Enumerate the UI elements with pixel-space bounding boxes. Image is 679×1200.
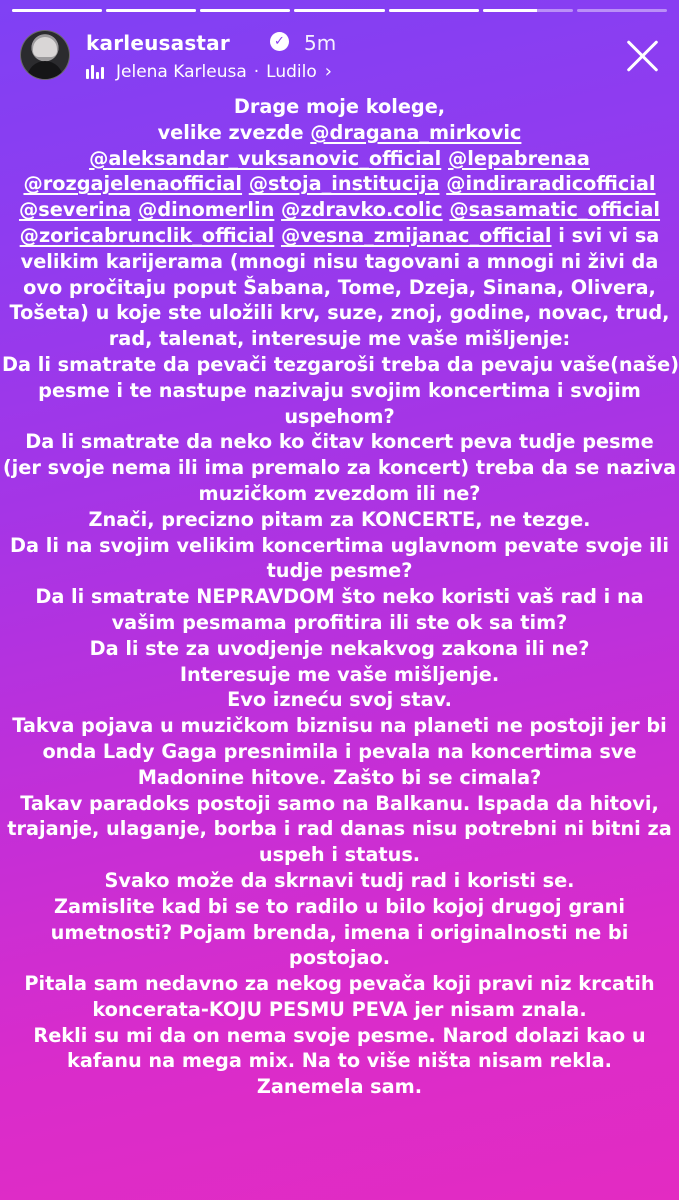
story-text-run: koncerata-KOJU PESMU PEVA jer nisam znala. (92, 997, 587, 1021)
story-text-run: Pitala sam nedavno za nekog pevača koji pravi niz krcatih (24, 972, 655, 996)
story-text-run: Da li smatrate da pevači tezgaroši treba da pevaju vaše(naše) (2, 352, 679, 376)
story-header (20, 26, 665, 86)
story-line (2, 455, 677, 481)
story-line (2, 223, 677, 249)
story-text-run: rad, talenat, interesuje me vaše mišljenje: (108, 327, 571, 351)
progress-segment (577, 9, 667, 12)
story-line (2, 584, 677, 610)
story-line (2, 920, 677, 946)
story-text-run: Interesuje me vaše mišljenje. (179, 662, 500, 686)
story-line (2, 94, 677, 120)
mention-link[interactable]: @indiraradicofficial (446, 172, 656, 196)
story-text-run (441, 147, 448, 170)
story-line (2, 300, 677, 326)
story-text-run: Da li na svojim velikim koncertima uglavnom pevate svoje ili (10, 533, 669, 557)
avatar-body (27, 61, 63, 80)
story-line (2, 713, 677, 739)
story-text-run: Da li smatrate da neko ko čitav koncert peva tudje pesme (25, 430, 654, 454)
story-text-run: tudje pesme? (266, 559, 413, 583)
mention-link[interactable]: @rozgajelenaofficial (23, 172, 243, 196)
progress-segment (106, 9, 196, 12)
username[interactable]: karleusastar (86, 31, 230, 55)
story-line (2, 481, 677, 507)
story-text-run: velikim karijerama (mnogi nisu tagovani a mnogi ni živi da (20, 249, 659, 273)
avatar-hair (33, 37, 57, 57)
story-text (2, 94, 677, 1100)
story-line (2, 404, 677, 430)
story-line (2, 662, 677, 688)
story-line (2, 197, 677, 223)
story-line (2, 378, 677, 404)
story-line (2, 171, 677, 197)
story-line (2, 146, 677, 172)
story-line (2, 765, 677, 791)
mention-link[interactable]: @dinomerlin (138, 198, 275, 222)
mention-link[interactable]: @aleksandar_vuksanovic_official (89, 146, 442, 170)
story-text-run: Znači, precizno pitam za KONCERTE, ne tezge. (88, 507, 591, 531)
story-text-run: Takav paradoks postoji samo na Balkanu. Ispada da hitovi, (20, 791, 659, 815)
music-attribution[interactable] (86, 61, 332, 82)
mention-link[interactable]: @sasamatic_official (449, 198, 661, 222)
progress-fill (200, 9, 290, 12)
close-icon[interactable] (625, 38, 661, 74)
story-line (2, 610, 677, 636)
story-line (2, 868, 677, 894)
progress-fill (106, 9, 196, 12)
story-line (2, 945, 677, 971)
story-line (2, 1074, 677, 1100)
story-progress-bar (12, 9, 667, 12)
story-text-run: (jer svoje nema ili ima premalo za koncert) treba da se naziva (2, 456, 677, 480)
chevron-right-icon: › (324, 61, 332, 82)
music-title: Ludilo (266, 61, 317, 82)
story-line (2, 816, 677, 842)
story-line (2, 120, 677, 146)
verified-badge-icon: ✓ (270, 32, 289, 51)
progress-segment (200, 9, 290, 12)
progress-fill (12, 9, 102, 12)
story-text-run: onda Lady Gaga presnimila i pevala na koncertima sve (42, 739, 637, 763)
story-line (2, 249, 677, 275)
mention-link[interactable]: @severina (18, 198, 132, 222)
story-line (2, 1048, 677, 1074)
story-text-run: uspehom? (284, 404, 395, 428)
mention-link[interactable]: @zdravko.colic (281, 198, 443, 222)
story-line (2, 739, 677, 765)
progress-segment (294, 9, 384, 12)
story-text-run: Zamislite kad bi se to radilo u bilo kojoj drugoj grani (53, 894, 626, 918)
story-line (2, 636, 677, 662)
story-text-run (242, 172, 249, 195)
story-text-run: i svi vi sa (551, 223, 660, 247)
story-text-run: Madonine hitove. Zašto bi se cimala? (137, 765, 542, 789)
story-text-run: pesme i te nastupe nazivaju svojim koncertima i svojim (38, 378, 641, 402)
story-line (2, 352, 677, 378)
story-text-run: postojao. (288, 946, 391, 970)
mention-link[interactable]: @lepabrenaa (448, 146, 590, 170)
story-text-run: umetnosti? Pojam brenda, imena i originalnosti ne bi (50, 920, 629, 944)
story-text-run: Takva pojava u muzičkom biznisu na planeti ne postoji jer bi (12, 714, 667, 738)
mention-link[interactable]: @zoricabrunclik_official (19, 223, 275, 247)
story-text-run: muzičkom zvezdom ili ne? (198, 481, 481, 505)
story-line (2, 791, 677, 817)
story-line (2, 894, 677, 920)
story-line (2, 842, 677, 868)
story-text-run: Svako može da skrnavi tudj rad i koristi se. (104, 868, 575, 892)
music-bars-icon (86, 65, 104, 79)
story-text-run: Zanemela sam. (256, 1075, 423, 1099)
story-text-run: trajanje, ulaganje, borba i rad danas nisu potrebni ni bitni za (7, 817, 672, 841)
story-text-run: Drage moje kolege, (233, 95, 446, 118)
story-text-run (274, 224, 281, 247)
story-line (2, 687, 677, 713)
story-text-run: Rekli su mi da on nema svoje pesme. Narod dolazi kao u (33, 1023, 646, 1047)
music-artist: Jelena Karleusa (116, 61, 247, 82)
story-text-run: Da li ste za uvodjenje nekakvog zakona ili ne? (89, 636, 590, 660)
story-text-run: ovo pročitaju poput Šabana, Tome, Dzeja, Sinana, Olivera, (23, 275, 656, 299)
story-text-run: Tošeta) u koje ste uložili krv, suze, znoj, godine, novac, trud, (9, 301, 670, 325)
story-line (2, 507, 677, 533)
mention-link[interactable]: @vesna_zmijanac_official (280, 223, 552, 247)
progress-fill (389, 9, 479, 12)
mention-link[interactable]: @stoja_institucija (248, 172, 440, 196)
progress-segment (483, 9, 573, 12)
progress-segment (12, 9, 102, 12)
story-line (2, 971, 677, 997)
story-text-run: Evo izneću svoj stav. (227, 688, 452, 712)
story-line (2, 326, 677, 352)
progress-segment (389, 9, 479, 12)
story-line (2, 429, 677, 455)
story-text-run: Da li smatrate NEPRAVDOM što neko koristi vaš rad i na (35, 585, 644, 609)
progress-fill (483, 9, 537, 12)
mention-link[interactable]: @dragana_mirkovic (310, 120, 522, 144)
post-time: 5m (304, 31, 337, 55)
story-line (2, 275, 677, 301)
story-text-run: vašim pesmama profitira ili ste ok sa tim? (111, 610, 568, 634)
story-text-run: velike zvezde (157, 120, 311, 144)
avatar[interactable] (20, 30, 70, 80)
story-line (2, 997, 677, 1023)
story-text-run: kafanu na mega mix. Na to više ništa nisam rekla. (67, 1049, 612, 1073)
story-text-run: uspeh i status. (258, 843, 421, 867)
music-separator: · (253, 61, 260, 82)
story-line (2, 1023, 677, 1049)
story-line (2, 533, 677, 559)
progress-fill (294, 9, 384, 12)
story-line (2, 558, 677, 584)
